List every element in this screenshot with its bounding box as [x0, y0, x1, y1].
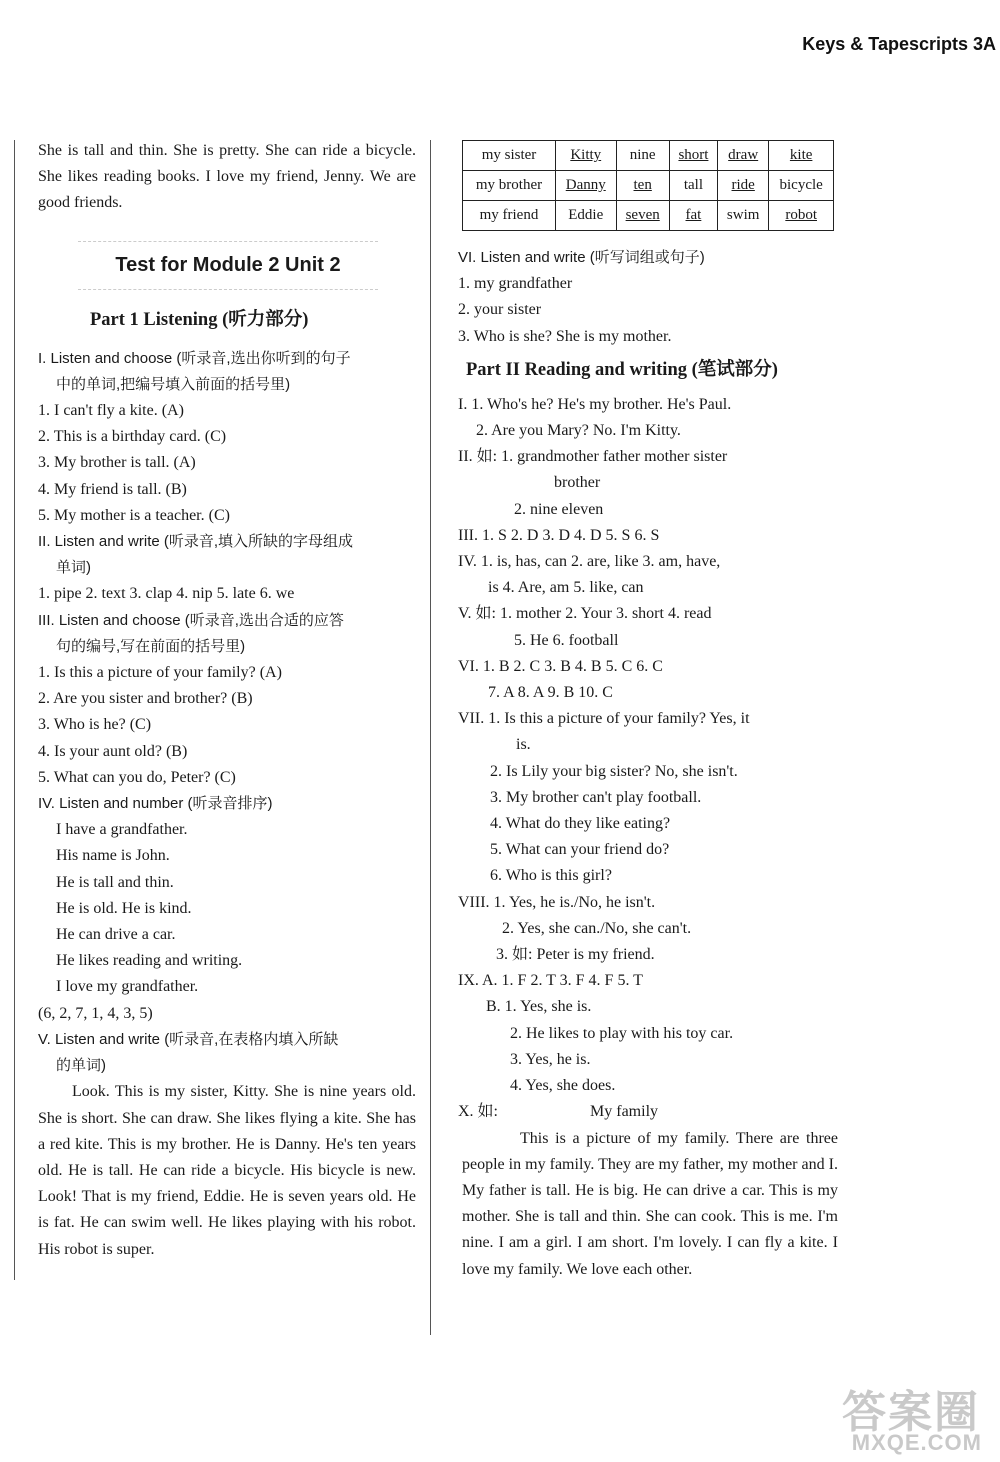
table-cell: tall — [669, 171, 717, 201]
answer-line: 7. A 8. A 9. B 10. C — [488, 684, 613, 702]
section-6-heading: VI. Listen and write (听写词组或句子) — [458, 249, 705, 266]
table-cell: Eddie — [555, 201, 616, 231]
answer-line: 1. I can't fly a kite. (A) — [38, 402, 184, 420]
table-cell: Kitty — [555, 141, 616, 171]
answer-line: (6, 2, 7, 1, 4, 3, 5) — [38, 1004, 153, 1022]
table-row — [463, 171, 834, 201]
answer-line: IV. 1. is, has, can 2. are, like 3. am, have, — [458, 553, 721, 571]
answer-line: is. — [516, 736, 531, 754]
watermark-text: 答案圈 — [842, 1388, 980, 1437]
column-divider — [430, 140, 431, 1335]
right-column — [458, 140, 838, 1283]
answer-line: 4. My friend is tall. (B) — [38, 480, 187, 498]
answer-line: IX. A. 1. F 2. T 3. F 4. F 5. T — [458, 972, 643, 990]
watermark-logo — [836, 1376, 986, 1456]
answer-line: 5. What can your friend do? — [490, 841, 670, 859]
answer-line: 3. 如: Peter is my friend. — [496, 946, 655, 964]
table-cell: seven — [616, 201, 669, 231]
answer-line: 2. Are you sister and brother? (B) — [38, 690, 253, 708]
table-cell: robot — [769, 201, 834, 231]
answer-line: VI. 1. B 2. C 3. B 4. B 5. C 6. C — [458, 657, 663, 675]
section-3-heading-cont: 句的编号,写在前面的括号里) — [56, 637, 246, 655]
answer-line: 5. He 6. football — [514, 631, 619, 649]
answer-line: 1. pipe 2. text 3. clap 4. nip 5. late 6. we — [38, 585, 295, 603]
left-column — [38, 138, 416, 1263]
answer-line: 1. Is this a picture of your family? (A) — [38, 664, 282, 682]
answer-line: 3. Who is he? (C) — [38, 716, 152, 734]
vocab-table — [462, 140, 834, 231]
answer-line: brother — [554, 474, 601, 492]
table-cell: bicycle — [769, 171, 834, 201]
section-5-heading-cont: 的单词) — [56, 1057, 106, 1075]
script-line: I have a grandfather. — [56, 821, 188, 839]
script-line: He is tall and thin. — [56, 873, 174, 891]
table-cell: ten — [616, 171, 669, 201]
answer-line: 3. My brother can't play football. — [490, 788, 702, 806]
answer-line: 5. What can you do, Peter? (C) — [38, 768, 236, 786]
composition-header — [458, 1099, 838, 1125]
table-cell: short — [669, 141, 717, 171]
table-cell: Danny — [555, 171, 616, 201]
table-row — [463, 201, 834, 231]
answer-line: 2. He likes to play with his toy car. — [510, 1024, 734, 1042]
answer-line: II. 如: 1. grandmother father mother sister — [458, 448, 728, 466]
answer-line: VIII. 1. Yes, he is./No, he isn't. — [458, 893, 656, 911]
answer-line: 3. Yes, he is. — [510, 1050, 591, 1068]
script-line: He likes reading and writing. — [56, 952, 243, 970]
answer-line: 4. Yes, she does. — [510, 1077, 616, 1095]
answer-line: I. 1. Who's he? He's my brother. He's Paul. — [458, 395, 732, 413]
table-cell: swim — [718, 201, 769, 231]
left-margin-rule — [14, 140, 15, 1280]
answer-line: 2. nine eleven — [514, 500, 604, 518]
answer-line: 1. my grandfather — [458, 275, 573, 293]
table-cell: nine — [616, 141, 669, 171]
answer-line: 6. Who is this girl? — [490, 867, 612, 885]
part2-title: Part II Reading and writing (笔试部分) — [466, 359, 778, 380]
answer-line: is 4. Are, am 5. like, can — [488, 579, 644, 597]
answer-line: III. 1. S 2. D 3. D 4. D 5. S 6. S — [458, 526, 660, 544]
table-cell: ride — [718, 171, 769, 201]
composition-label: X. 如: — [458, 1103, 499, 1121]
composition-paragraph: This is a picture of my family. There are three people in my family. They are my father, my mother and I. My father is tall. He is big. He can drive a car. This is my mother. She is tall and thin. She can cook. This is me. I'm nine. I am a girl. I am short. I'm lovely. I can fly a kite. I love my family. We love each other. — [462, 1129, 838, 1278]
table-row — [463, 141, 834, 171]
answer-line: V. 如: 1. mother 2. Your 3. short 4. read — [458, 605, 712, 623]
section-4-heading: IV. Listen and number (听录音排序) — [38, 795, 273, 813]
section-2-heading-cont: 单词) — [56, 559, 91, 577]
script-line: His name is John. — [56, 847, 170, 865]
composition-title: My family — [590, 1103, 659, 1121]
section-1-heading: I. Listen and choose (听录音,选出你听到的句子 — [38, 349, 351, 367]
table-cell: fat — [669, 201, 717, 231]
table-cell: draw — [718, 141, 769, 171]
page-header: Keys & Tapescripts 3A — [802, 34, 996, 54]
script-line: I love my grandfather. — [56, 978, 199, 996]
answer-line: 3. Who is she? She is my mother. — [458, 327, 672, 345]
answer-line: 3. My brother is tall. (A) — [38, 454, 196, 472]
table-cell: my friend — [463, 201, 556, 231]
answer-line: VII. 1. Is this a picture of your family? Yes, it — [458, 710, 750, 728]
table-cell: my brother — [463, 171, 556, 201]
answer-line: 2. Yes, she can./No, she can't. — [502, 919, 692, 937]
continued-paragraph: She is tall and thin. She is pretty. She can ride a bicycle. She likes reading books. I love my friend, Jenny. We are good friends. — [38, 142, 416, 212]
section-1-heading-cont: 中的单词,把编号填入前面的括号里) — [56, 375, 291, 393]
answer-line: 4. What do they like eating? — [490, 815, 671, 833]
tapescript-paragraph: Look. This is my sister, Kitty. She is nine years old. She is short. She can draw. She likes flying a kite. She has a red kite. This is my brother. He is Danny. He's ten years old. He is tall. He can ride a bicycle. His bicycle is new. Look! That is my friend, Eddie. He is seven years old. He is fat. He can swim well. He likes playing with his robot. His robot is super. — [38, 1083, 416, 1258]
section-3-heading: III. Listen and choose (听录音,选出合适的应答 — [38, 611, 344, 629]
answer-line: 2. your sister — [458, 301, 542, 319]
answer-line: 2. Are you Mary? No. I'm Kitty. — [476, 422, 681, 440]
answer-line: B. 1. Yes, she is. — [486, 998, 592, 1016]
section-5-heading: V. Listen and write (听录音,在表格内填入所缺 — [38, 1030, 339, 1048]
watermark-url: MXQE.COM — [851, 1430, 982, 1455]
table-cell: my sister — [463, 141, 556, 171]
answer-line: 4. Is your aunt old? (B) — [38, 742, 188, 760]
script-line: He can drive a car. — [56, 926, 176, 944]
answer-line: 2. This is a birthday card. (C) — [38, 428, 227, 446]
part1-title: Part 1 Listening (听力部分) — [90, 309, 309, 330]
table-cell: kite — [769, 141, 834, 171]
test-title: Test for Module 2 Unit 2 — [78, 241, 378, 290]
answer-line: 2. Is Lily your big sister? No, she isn't. — [490, 762, 738, 780]
script-line: He is old. He is kind. — [56, 899, 192, 917]
section-2-heading: II. Listen and write (听录音,填入所缺的字母组成 — [38, 533, 354, 551]
answer-line: 5. My mother is a teacher. (C) — [38, 506, 230, 524]
